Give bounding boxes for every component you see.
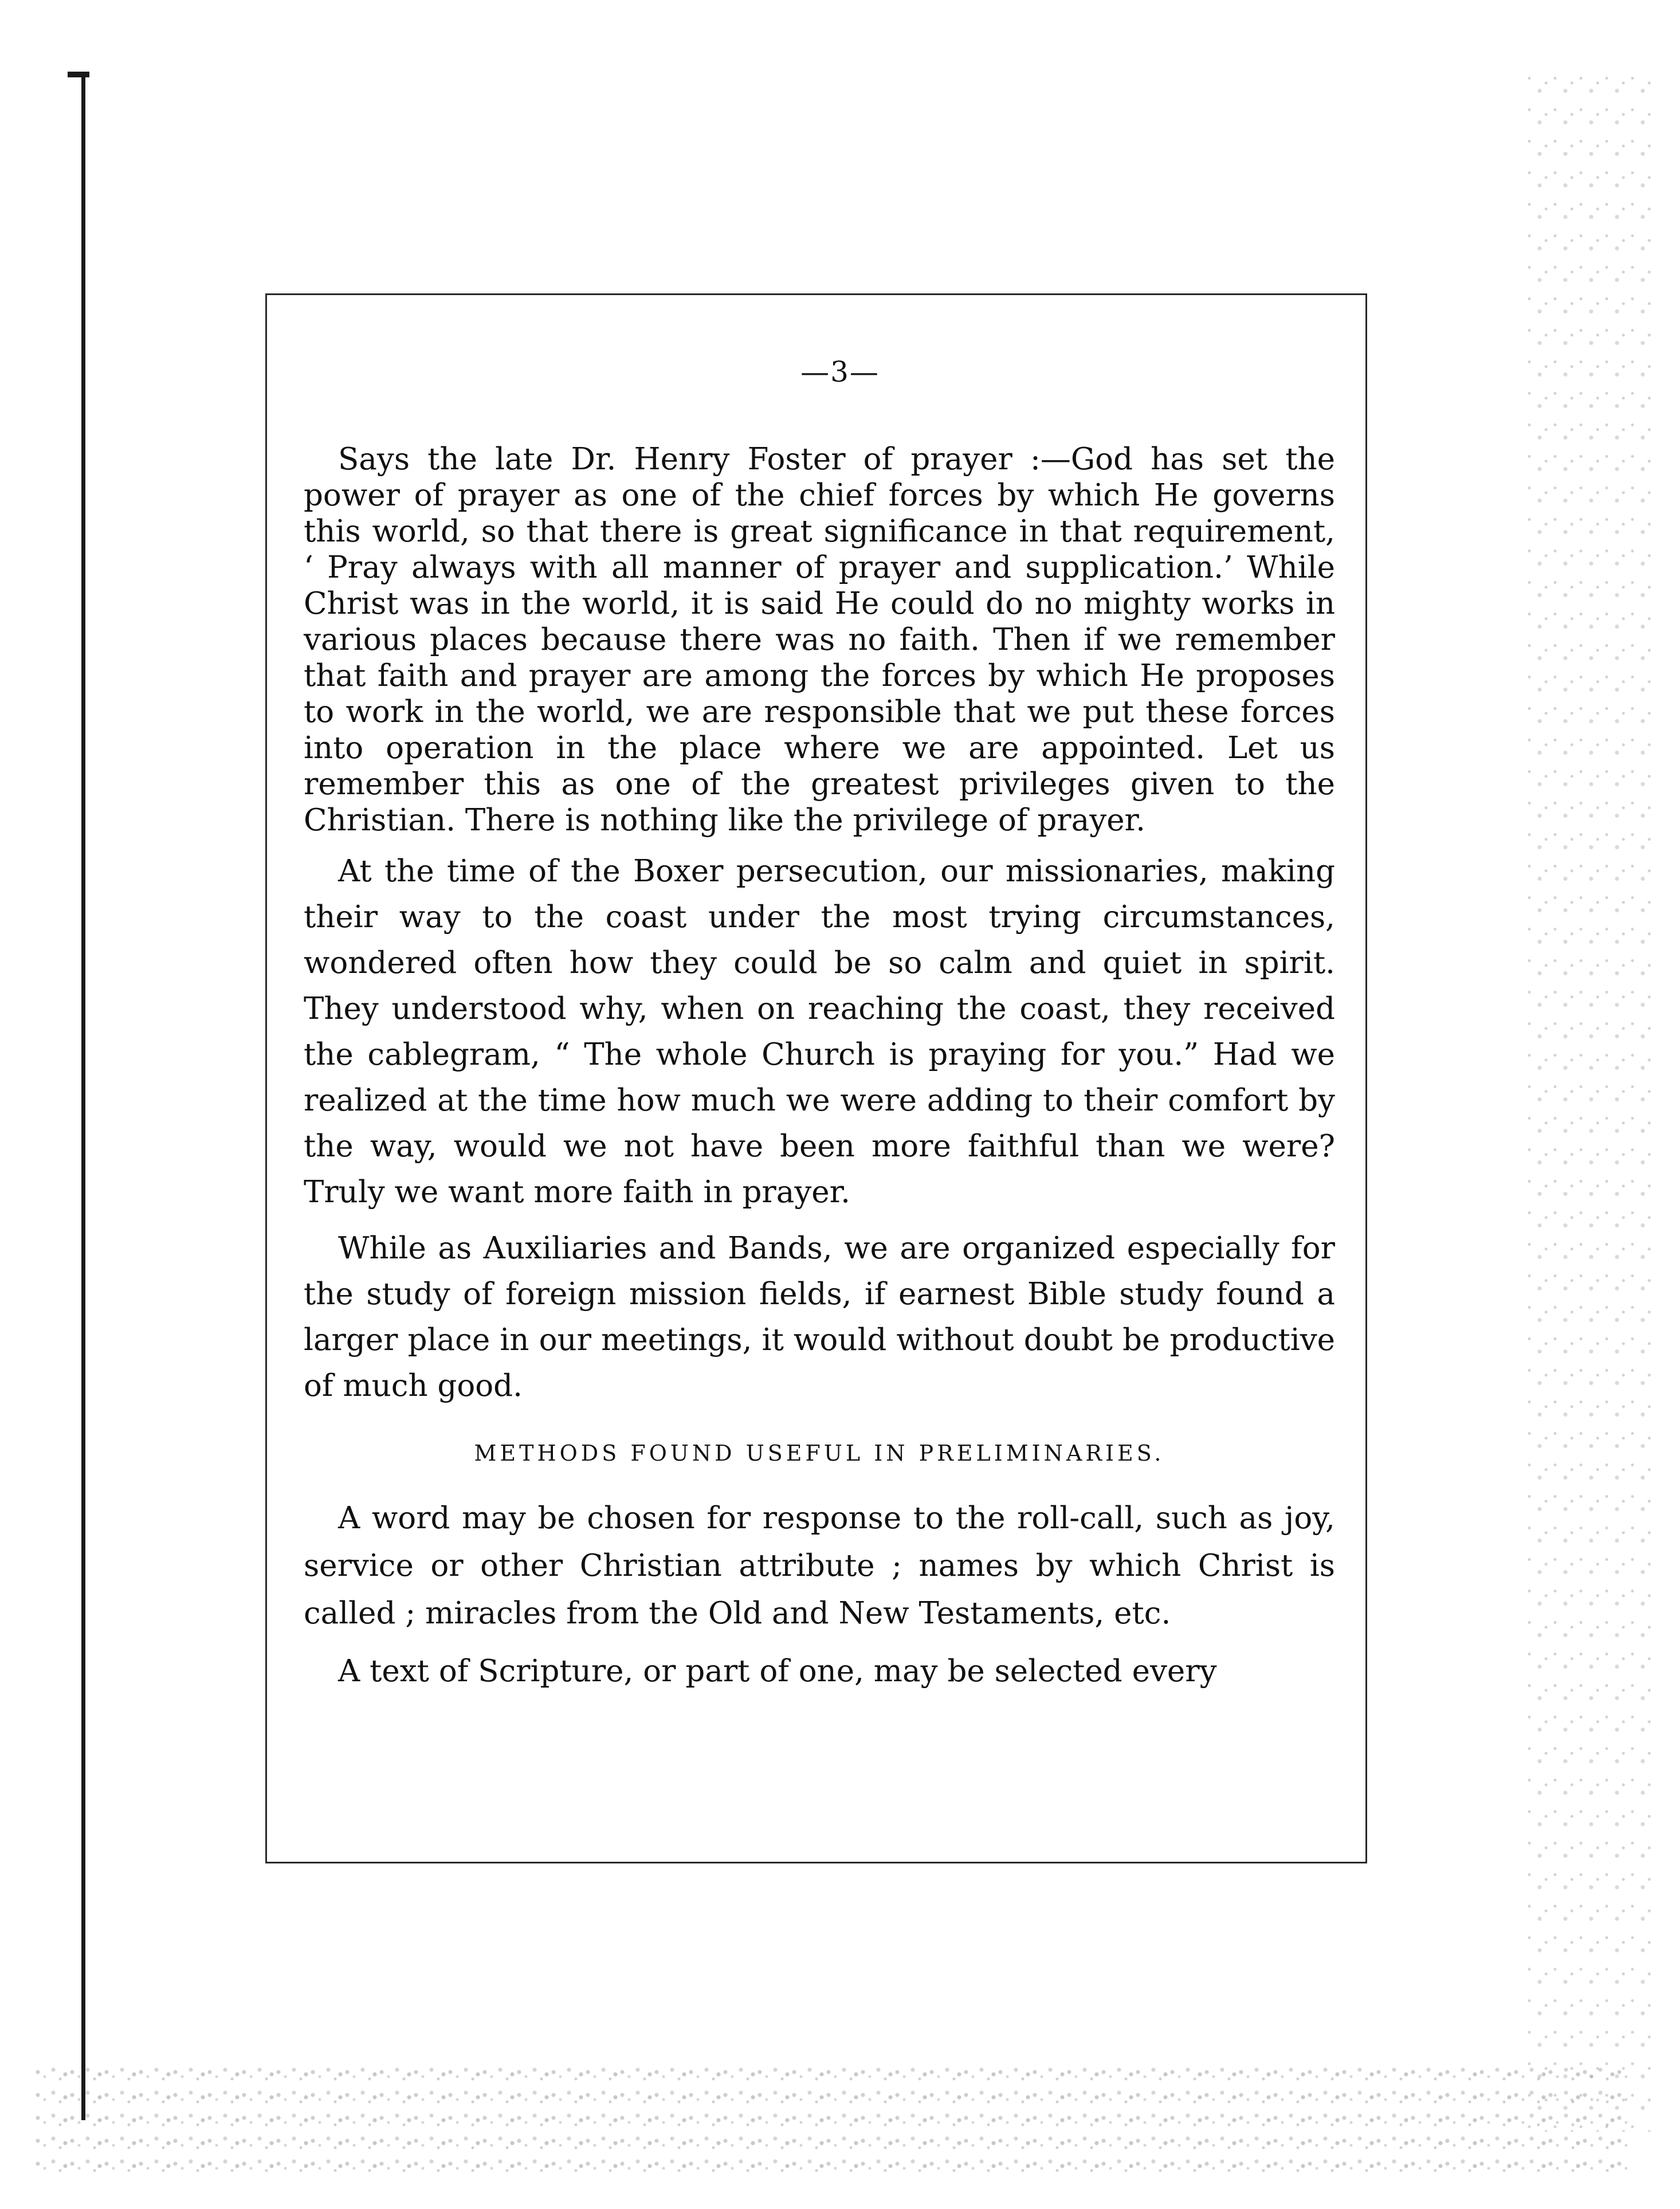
body-text bbox=[304, 441, 1335, 1705]
paragraph-bible-study: While as Auxiliaries and Bands, we are organized especially for the study of foreign mission fields, if earnest Bible study found a larger place in our meetings, it would without doubt be productive of much good. bbox=[304, 1231, 1335, 1403]
paragraph-boxer: At the time of the Boxer persecution, our missionaries, making their way to the coast under the most trying circumstances, wondered often how they could be so calm and quiet in spirit. They understood why, when on reaching the coast, they received the cablegram, “ The whole Church is praying for you.” Had we realized at the time how much we were adding to their comfort by the way, would we not have been more faithful than we were? Truly we want more faith in prayer. bbox=[304, 854, 1335, 1210]
paragraph-foster: Says the late Dr. Henry Foster of prayer :—God has set the power of prayer as one of the chief forces by which He governs this world, so that there is great significance in that requirement, ‘ Pray always with all manner of prayer and supplication.’ While Christ was in the world, it is said He could do no mighty works in various places because there was no faith. Then if we remember that faith and prayer are among the forces by which He proposes to work in the world, we are responsible that we put these forces into operation in the place where we are appointed. Let us remember this as one of the greatest privileges given to the Christian. There is nothing like the privilege of prayer. bbox=[304, 442, 1335, 838]
paragraph-scripture: A text of Scripture, or part of one, may be selected every bbox=[338, 1654, 1217, 1689]
section-heading: METHODS FOUND USEFUL IN PRELIMINARIES. bbox=[474, 1441, 1165, 1466]
page-number: —3— bbox=[800, 355, 880, 389]
paragraph-roll-call: A word may be chosen for response to the roll-call, such as joy, service or other Christian attribute ; names by which Christ is called ; miracles from the Old and New Testaments, etc. bbox=[304, 1501, 1335, 1631]
binding-edge-cap bbox=[68, 72, 89, 77]
page-wear-bottom bbox=[34, 2063, 1627, 2172]
